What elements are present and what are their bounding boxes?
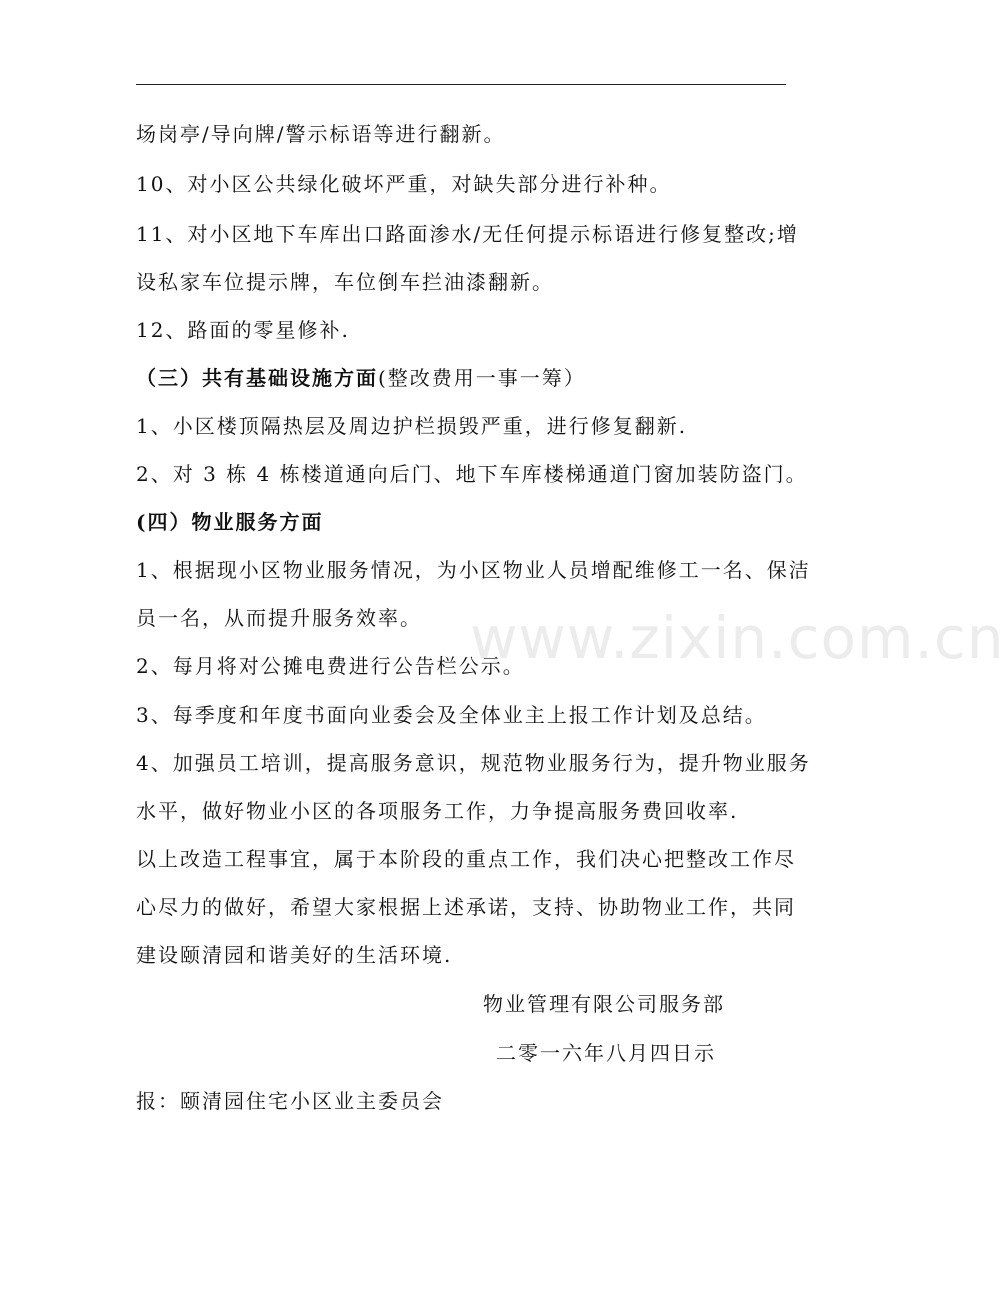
section-3-heading: （三）共有基础设施方面 [136, 366, 378, 390]
closing-line-2: 心尽力的做好，希望大家根据上述承诺，支持、协助物业工作，共同 [136, 895, 796, 919]
item-10: 10、对小区公共绿化破坏严重，对缺失部分进行补种。 [136, 172, 672, 196]
item-11-line-1: 11、对小区地下车库出口路面渗水/无任何提示标语进行修复整改;增 [136, 222, 799, 246]
body-line-1: 场岗亭/导向牌/警示标语等进行翻新。 [136, 122, 506, 146]
watermark: www.zixin.com.cn [470, 604, 1005, 672]
section-4-item-1-line-1: 1、根据现小区物业服务情况，为小区物业人员增配维修工一名、保洁 [136, 558, 811, 582]
section-3-item-2: 2、对 3 栋 4 栋楼道通向后门、地下车库楼梯通道门窗加装防盗门。 [136, 462, 808, 486]
section-4-item-2: 2、每月将对公摊电费进行公告栏公示。 [136, 654, 525, 678]
signature-org: 物业管理有限公司服务部 [483, 992, 725, 1016]
signature-date: 二零一六年八月四日示 [496, 1041, 716, 1065]
section-4-heading: (四）物业服务方面 [136, 510, 324, 534]
report-to: 报：颐清园住宅小区业主委员会 [136, 1089, 444, 1113]
header-rule [136, 84, 786, 85]
section-4-item-4-line-1: 4、加强员工培训，提高服务意识，规范物业服务行为，提升物业服务 [136, 751, 811, 775]
section-3-heading-row [136, 366, 586, 390]
closing-line-1: 以上改造工程事宜，属于本阶段的重点工作，我们决心把整改工作尽 [136, 847, 796, 871]
section-4-item-1-line-2: 员一名，从而提升服务效率。 [136, 606, 422, 630]
section-4-item-3: 3、每季度和年度书面向业委会及全体业主上报工作计划及总结。 [136, 703, 767, 727]
item-12: 12、路面的零星修补. [136, 318, 350, 342]
item-11-line-2: 设私家车位提示牌，车位倒车拦油漆翻新。 [136, 270, 554, 294]
section-4-item-4-line-2: 水平，做好物业小区的各项服务工作，力争提高服务费回收率. [136, 799, 739, 823]
section-3-note: (整改费用一事一筹） [378, 366, 586, 390]
closing-line-3: 建设颐清园和谐美好的生活环境. [136, 943, 453, 967]
section-3-item-1: 1、小区楼顶隔热层及周边护栏损毁严重，进行修复翻新. [136, 414, 688, 438]
